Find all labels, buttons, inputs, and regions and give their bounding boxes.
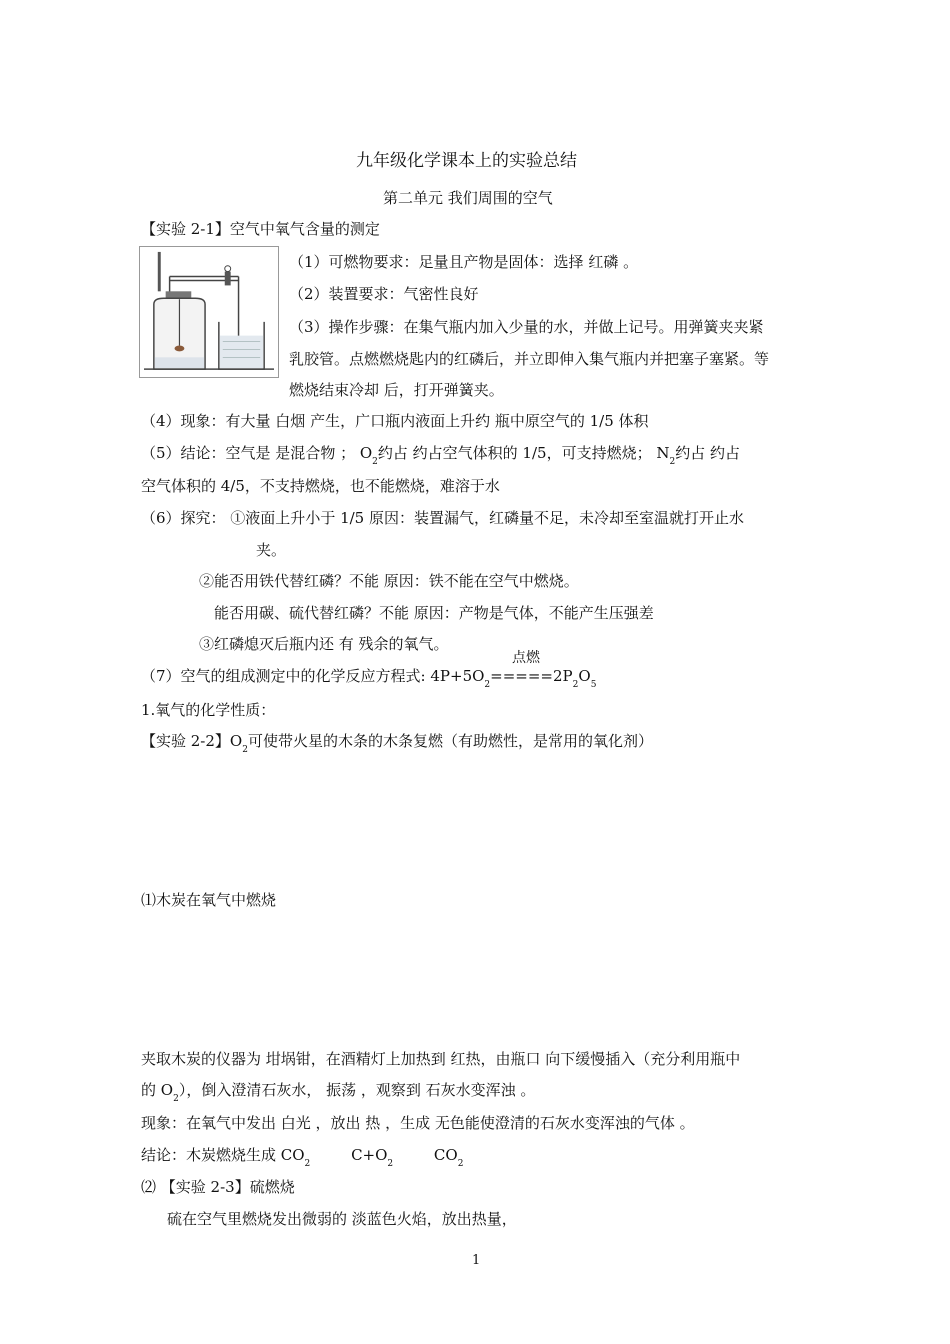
- charcoal-line-1: 夹取木炭的仪器为 坩埚钳，在酒精灯上加热到 红热，由瓶口 向下缓慢插入（充分利用瓶中: [141, 1050, 741, 1068]
- explore-line-2: 夹。: [256, 541, 287, 559]
- subscript: 2: [387, 1159, 394, 1169]
- charcoal-conclusion-part-1: 结论：木炭燃烧生成 CO: [141, 1146, 305, 1164]
- phenomenon-text: （4）现象：有大量 白烟 产生，广口瓶内液面上升约 瓶中原空气的 1/5 体积: [141, 412, 649, 430]
- subscript: 2: [669, 457, 676, 467]
- conclusion-part-1: （5）结论：空气是 是混合物 ； O: [141, 444, 373, 462]
- charcoal-conclusion: [141, 1145, 463, 1168]
- subscript: 5: [590, 680, 597, 690]
- subscript: 2: [173, 1094, 179, 1104]
- subscript: 2: [304, 1159, 311, 1169]
- equation-part-1: （7）空气的组成测定中的化学反应方程式: 4P+5O: [141, 667, 485, 685]
- req2-text: （2）装置要求：气密性良好: [289, 285, 479, 303]
- subscript: 2: [457, 1159, 464, 1169]
- charcoal-heading: ⑴木炭在氧气中燃烧: [141, 891, 277, 909]
- exp21-heading: 【实验 2-1】空气中氧气含量的测定: [141, 220, 380, 238]
- exp22-part-1: 【实验 2-2】O: [141, 732, 243, 750]
- conclusion-line-2: 空气体积的 4/5，不支持燃烧，也不能燃烧，难溶于水: [141, 477, 500, 495]
- page-title: 九年级化学课本上的实验总结: [356, 151, 577, 171]
- page-number: 1: [472, 1253, 481, 1268]
- subscript: 2: [572, 680, 579, 690]
- reaction-condition: 点燃: [512, 650, 540, 666]
- sulfur-text: 硫在空气里燃烧发出微弱的 淡蓝色火焰，放出热量，: [167, 1210, 517, 1228]
- equation-part-2: =====2P: [490, 667, 573, 685]
- charcoal-line-2: [141, 1080, 535, 1103]
- conclusion-part-3: 约占 约占: [675, 444, 740, 462]
- sulfur-heading: ⑵ 【实验 2-3】硫燃烧: [141, 1178, 295, 1196]
- oxygen-properties-heading: 1.氧气的化学性质：: [141, 701, 276, 719]
- subscript: 2: [242, 745, 248, 755]
- explore-line-4: 能否用碳、硫代替红磷？不能 原因：产物是气体，不能产生压强差: [214, 604, 654, 622]
- charcoal-reactants: C+O: [351, 1146, 388, 1164]
- steps-line-2: 乳胶管。点燃燃烧匙内的红磷后，并立即伸入集气瓶内并把塞子塞紧。等: [289, 350, 770, 368]
- exp22-part-2: 可使带火星的木条的木条复燃（有助燃性，是常用的氧化剂）: [247, 732, 653, 750]
- req1-text: （1）可燃物要求：足量且产物是固体：选择 红磷 。: [289, 253, 639, 271]
- equation-part-3: O: [578, 667, 591, 685]
- equation-line: [141, 666, 596, 689]
- unit-title: 第二单元 我们周围的空气: [383, 189, 553, 207]
- steps-line-3: 燃烧结束冷却 后，打开弹簧夹。: [289, 381, 504, 399]
- conclusion-line-1: [141, 443, 740, 466]
- explore-line-1: （6）探究： ①液面上升小于 1/5 原因：装置漏气，红磷量不足，未冷却至室温就打开止水: [141, 509, 744, 527]
- charcoal-line-2-part-2: ），倒入澄清石灰水， 振荡 ，观察到 石灰水变浑浊 。: [178, 1081, 536, 1099]
- charcoal-product: CO: [433, 1146, 458, 1164]
- charcoal-phenomenon: 现象：在氧气中发出 白光 ，放出 热 ，生成 无色能使澄清的石灰水变浑浊的气体 。: [141, 1114, 695, 1132]
- subscript: 2: [484, 680, 491, 690]
- exp22-text: [141, 731, 653, 754]
- explore-line-3: ②能否用铁代替红磷？不能 原因：铁不能在空气中燃烧。: [199, 572, 579, 590]
- steps-line-1: （3）操作步骤：在集气瓶内加入少量的水，并做上记号。用弹簧夹夹紧: [289, 318, 764, 336]
- subscript: 2: [372, 457, 378, 467]
- charcoal-line-2-part-1: 的 O: [141, 1081, 174, 1099]
- apparatus-illustration: [139, 246, 279, 378]
- conclusion-part-2: 约占 约占空气体积的 1/5，可支持燃烧； N: [377, 444, 670, 462]
- explore-line-5: ③红磷熄灭后瓶内还 有 残余的氧气。: [199, 635, 449, 653]
